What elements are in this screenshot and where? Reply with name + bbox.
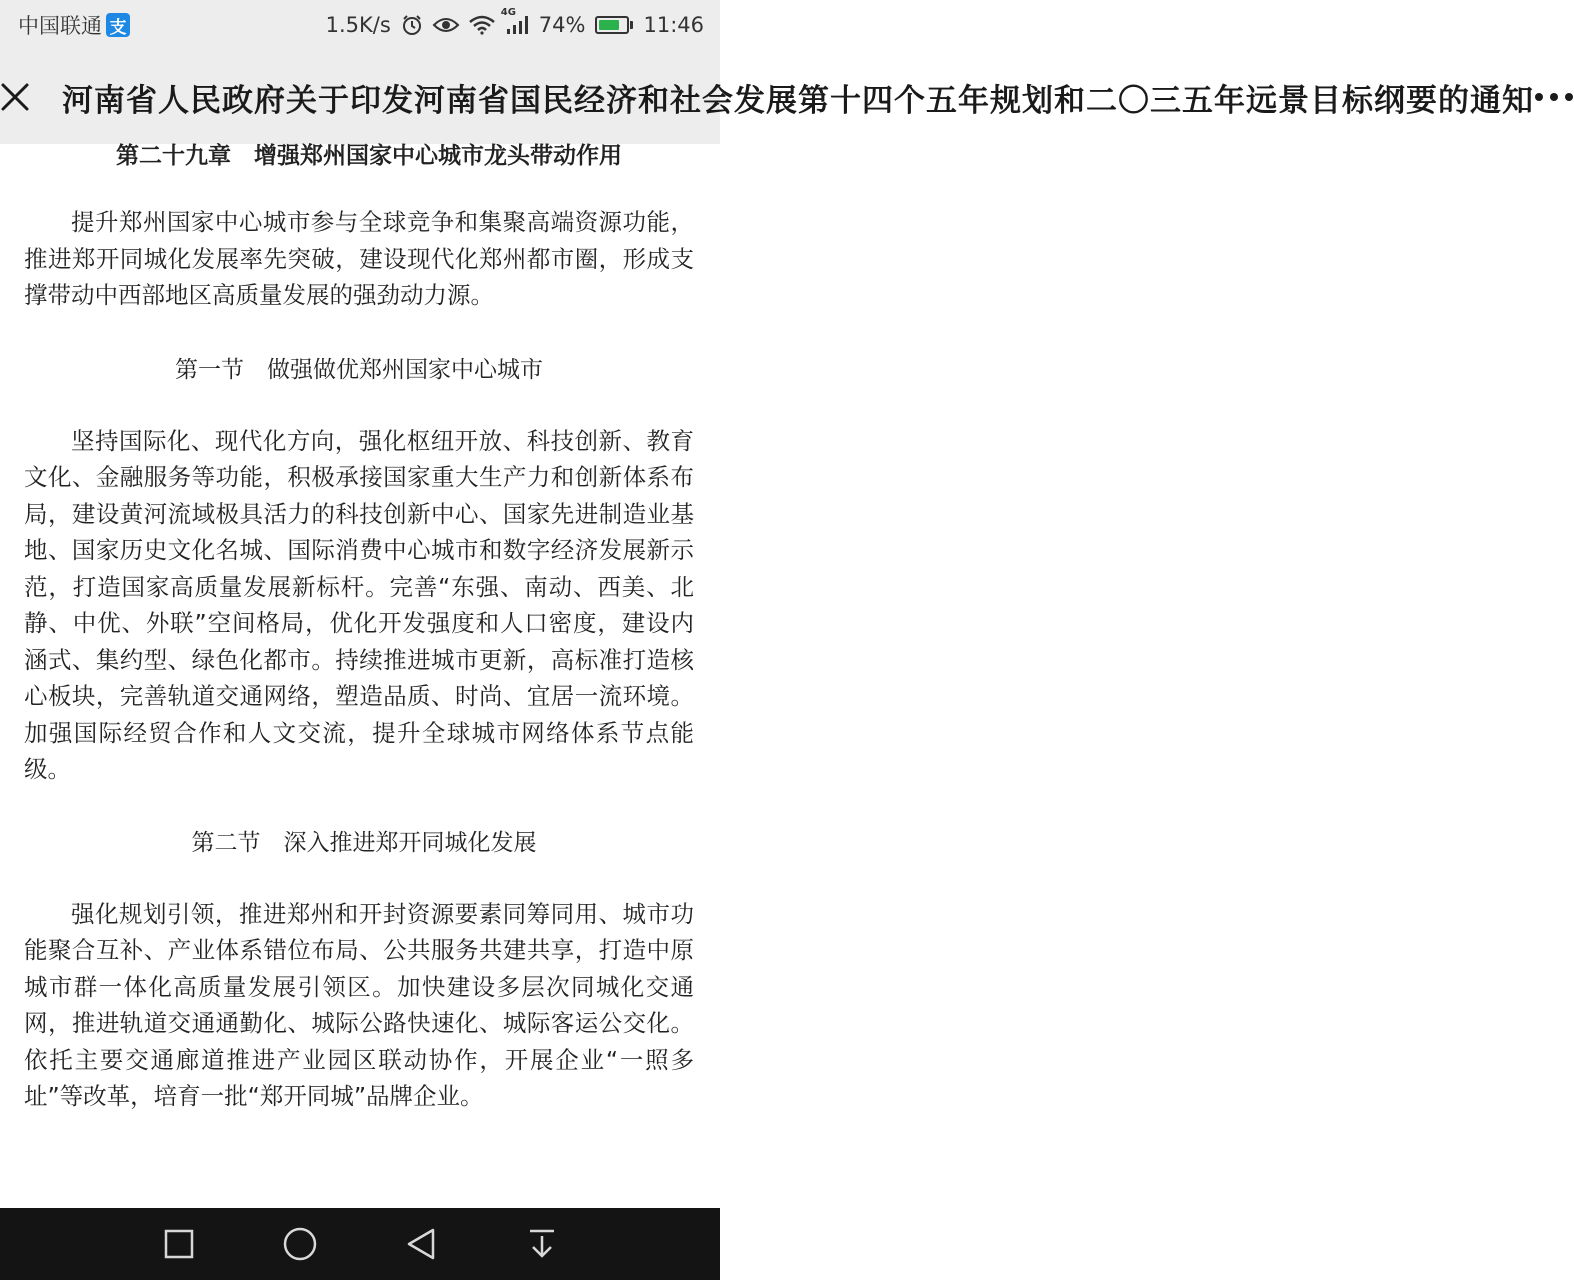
battery-icon — [595, 16, 633, 34]
recent-apps-button[interactable] — [149, 1214, 209, 1274]
more-button[interactable] — [1534, 50, 1574, 144]
section-2-paragraph: 强化规划引领，推进郑州和开封资源要素同筹同用、城市功能聚合互补、产业体系错位布局、公共服务共建共享，打造中原城市群一体化高质量发展引领区。加快建设多层次同城化交通网，推进轨道交通通勤化、城际公路快速化、城际客运公交化。依托主要交通廊道推进产业园区联动协作，开展企业“一照多址”等改革，培育一批“郑开同城”品牌企业。 — [24, 899, 694, 1110]
clock: 11:46 — [643, 13, 704, 37]
section-2-title: 第二节 深入推进郑开同城化发展 — [191, 829, 537, 856]
close-button[interactable] — [0, 50, 30, 144]
carrier-name: 中国联通 — [18, 14, 102, 38]
top-nav-bar — [0, 50, 1534, 144]
cellular-signal-icon — [500, 7, 529, 35]
close-icon — [0, 82, 30, 112]
notification-pulldown-button[interactable] — [512, 1214, 572, 1274]
network-speed: 1.5K/s — [325, 13, 391, 37]
home-button[interactable] — [270, 1214, 330, 1274]
back-icon — [405, 1227, 437, 1261]
home-icon — [282, 1226, 318, 1262]
status-bar — [0, 0, 720, 50]
battery-percent: 74% — [538, 13, 586, 37]
eye-comfort-icon — [433, 16, 459, 34]
battery-fill — [599, 20, 618, 30]
notification-pulldown-icon — [527, 1228, 557, 1260]
network-type: 4G — [500, 7, 516, 18]
article-content[interactable] — [0, 144, 720, 1208]
chapter-title: 第二十九章 增强郑州国家中心城市龙头带动作用 — [116, 143, 622, 169]
intro-paragraph: 提升郑州国家中心城市参与全球竞争和集聚高端资源功能，推进郑开同城化发展率先突破，建设现代化郑州都市圈，形成支撑带动中西部地区高质量发展的强劲动力源。 — [24, 208, 694, 309]
page-title: 河南省人民政府关于印发河南省国民经济和社会发展第十四个五年规划和二〇三五年远景目标纲要的通知 — [62, 82, 1534, 119]
alipay-icon: 支 — [106, 13, 130, 37]
more-icon — [1534, 92, 1574, 102]
recent-apps-icon — [164, 1229, 194, 1259]
section-1-title: 第一节 做强做优郑州国家中心城市 — [175, 356, 543, 383]
back-button[interactable] — [391, 1214, 451, 1274]
alarm-icon — [401, 14, 423, 36]
system-navigation-bar — [0, 1208, 720, 1280]
wifi-icon — [469, 15, 495, 35]
section-1-paragraph: 坚持国际化、现代化方向，强化枢纽开放、科技创新、教育文化、金融服务等功能，积极承接国家重大生产力和创新体系布局，建设黄河流域极具活力的科技创新中心、国家先进制造业基地、国家历史文化名城、国际消费中心城市和数字经济发展新示范，打造国家高质量发展新标杆。完善“东强、南动、西美、北静、中优、外联”空间格局，优化开发强度和人口密度，建设内涵式、集约型、绿色化都市。持续推进城市更新，高标准打造核心板块，完善轨道交通网络，塑造品质、时尚、宜居一流环境。加强国际经贸合作和人文交流，提升全球城市网络体系节点能级。 — [24, 426, 694, 783]
